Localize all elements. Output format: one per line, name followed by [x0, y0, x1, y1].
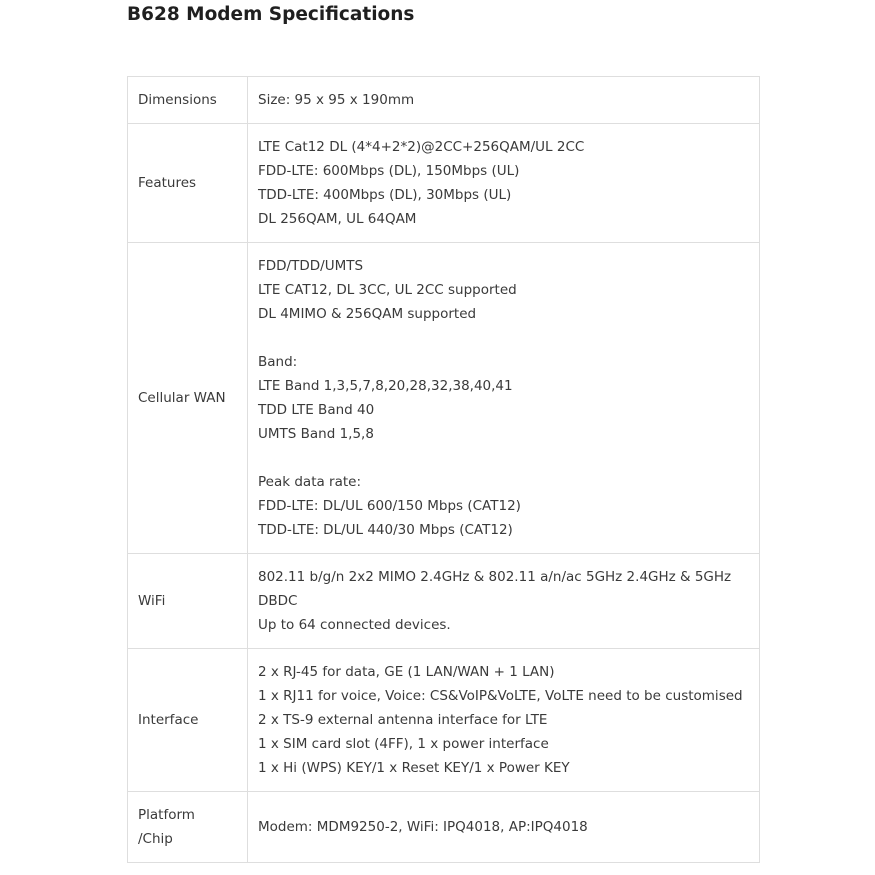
spec-value-line: 1 x Hi (WPS) KEY/1 x Reset KEY/1 x Power KEY — [258, 760, 570, 776]
spec-value-line: LTE Band 1,3,5,7,8,20,28,32,38,40,41 — [258, 378, 513, 394]
spec-label-cell — [128, 649, 248, 792]
spec-value-cell — [248, 792, 760, 863]
spec-value-line: 1 x RJ11 for voice, Voice: CS&VoIP&VoLTE, VoLTE need to be customised — [258, 688, 743, 704]
spec-label: Platform — [138, 807, 195, 823]
spec-row — [128, 649, 760, 792]
spec-value-line: Up to 64 connected devices. — [258, 617, 451, 633]
page-title: B628 Modem Specifications — [127, 4, 415, 25]
spec-value-line: LTE Cat12 DL (4*4+2*2)@2CC+256QAM/UL 2CC — [258, 139, 585, 155]
spec-value-line: FDD-LTE: DL/UL 600/150 Mbps (CAT12) — [258, 498, 521, 514]
spec-value-line: 2 x RJ-45 for data, GE (1 LAN/WAN + 1 LAN) — [258, 664, 555, 680]
spec-label-cell — [128, 554, 248, 649]
spec-value-line: TDD LTE Band 40 — [258, 402, 375, 418]
spec-value-line: FDD-LTE: 600Mbps (DL), 150Mbps (UL) — [258, 163, 520, 179]
spec-value-line: 802.11 b/g/n 2x2 MIMO 2.4GHz & 802.11 a/n/ac 5GHz 2.4GHz & 5GHz DBDC — [258, 569, 732, 609]
spec-row — [128, 124, 760, 243]
spec-value-line: DL 256QAM, UL 64QAM — [258, 211, 417, 227]
spec-blank-line — [258, 446, 749, 470]
spec-value-line: TDD-LTE: 400Mbps (DL), 30Mbps (UL) — [258, 187, 512, 203]
spec-value-line: Band: — [258, 354, 298, 370]
spec-label: Cellular WAN — [138, 390, 226, 406]
spec-blank-line — [258, 326, 749, 350]
spec-value-line: DL 4MIMO & 256QAM supported — [258, 306, 477, 322]
spec-value-cell — [248, 649, 760, 792]
spec-label-cell — [128, 124, 248, 243]
spec-label: Interface — [138, 712, 199, 728]
spec-value-cell — [248, 243, 760, 554]
spec-label-cell — [128, 243, 248, 554]
spec-value-line: UMTS Band 1,5,8 — [258, 426, 374, 442]
spec-label: /Chip — [138, 831, 173, 847]
spec-row — [128, 77, 760, 124]
spec-value-line: 1 x SIM card slot (4FF), 1 x power interface — [258, 736, 549, 752]
spec-label-cell — [128, 792, 248, 863]
spec-value-cell — [248, 554, 760, 649]
spec-label: Dimensions — [138, 92, 217, 108]
spec-value-line: Peak data rate: — [258, 474, 362, 490]
spec-value-line: TDD-LTE: DL/UL 440/30 Mbps (CAT12) — [258, 522, 513, 538]
spec-value-cell — [248, 124, 760, 243]
spec-row — [128, 243, 760, 554]
specifications-table-body — [128, 77, 760, 863]
spec-row — [128, 792, 760, 863]
spec-label: Features — [138, 175, 197, 191]
spec-value-cell — [248, 77, 760, 124]
specifications-table — [127, 76, 760, 863]
spec-label: WiFi — [138, 593, 166, 609]
spec-value-line: Modem: MDM9250-2, WiFi: IPQ4018, AP:IPQ4018 — [258, 819, 588, 835]
spec-value-line: 2 x TS-9 external antenna interface for LTE — [258, 712, 548, 728]
spec-row — [128, 554, 760, 649]
spec-value-line: LTE CAT12, DL 3CC, UL 2CC supported — [258, 282, 517, 298]
spec-label-cell — [128, 77, 248, 124]
spec-value-line: Size: 95 x 95 x 190mm — [258, 92, 415, 108]
spec-value-line: FDD/TDD/UMTS — [258, 258, 364, 274]
